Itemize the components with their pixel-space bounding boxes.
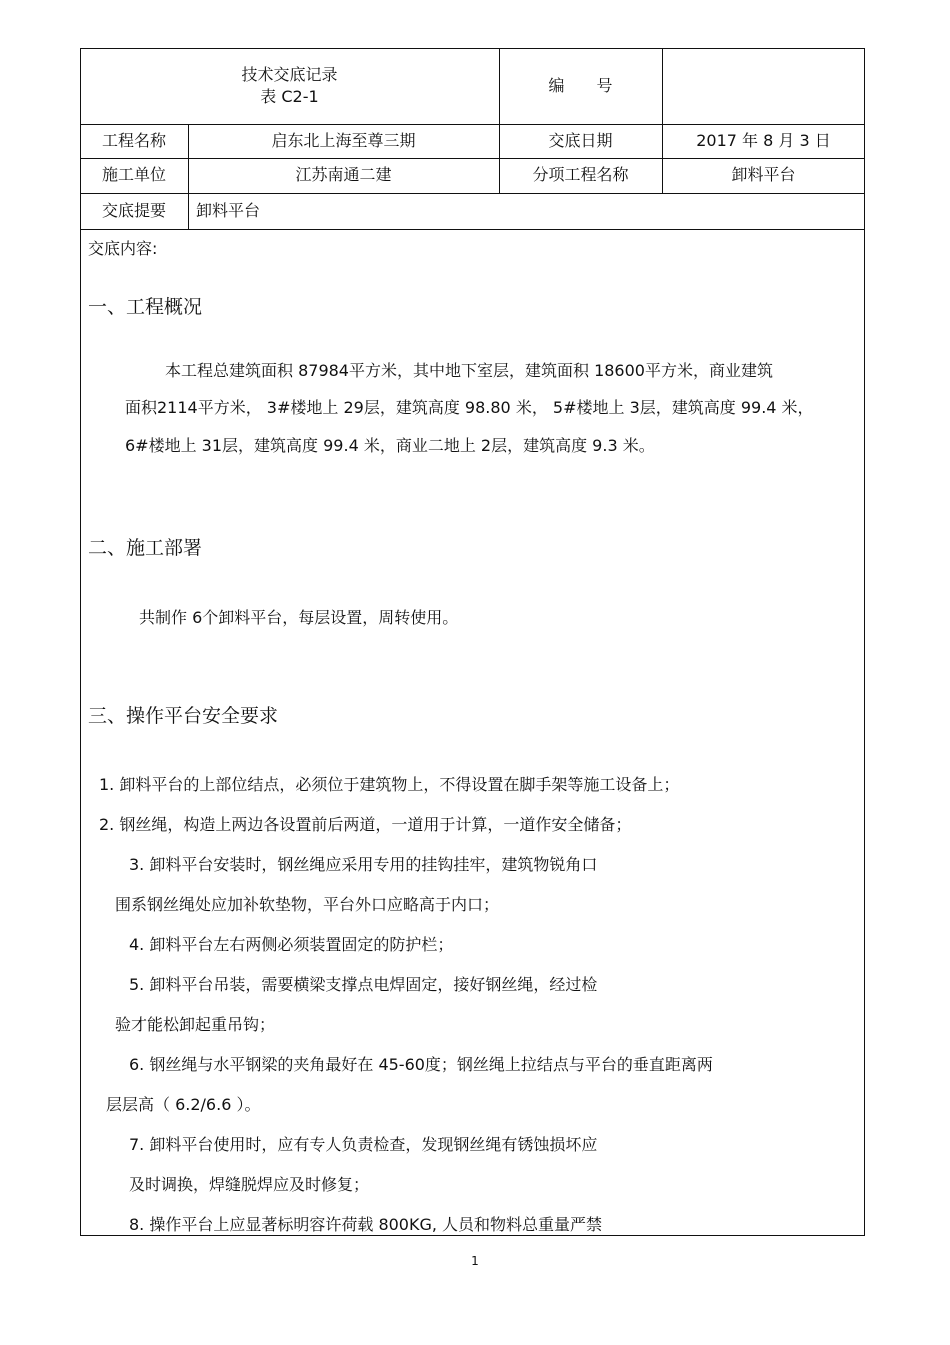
safety-item: 围系钢丝绳处应加补软垫物，平台外口应略高于内口； xyxy=(115,895,500,914)
safety-item: 3. 卸料平台安装时，钢丝绳应采用专用的挂钩挂牢，建筑物锐角口 xyxy=(129,855,598,874)
safety-item: 6. 钢丝绳与水平钢梁的夹角最好在 45-60度；钢丝绳上拉结点与平台的垂直距离两 xyxy=(129,1055,713,1074)
project-name-label: 工程名称 xyxy=(101,130,166,150)
safety-item: 7. 卸料平台使用时，应有专人负责检查，发现钢丝绳有锈蚀损坏应 xyxy=(129,1135,598,1154)
safety-item: 8. 操作平台上应显著标明容许荷载 800KG, 人员和物料总重量严禁 xyxy=(129,1215,603,1234)
record-title xyxy=(80,48,499,124)
summary-value: 卸料平台 xyxy=(196,200,261,220)
safety-item: 层层高（ 6.2/6.6 ）。 xyxy=(106,1095,261,1114)
safety-item: 验才能松卸起重吊钩； xyxy=(115,1015,276,1034)
form-number: 表 C2-1 xyxy=(260,87,319,106)
contractor-label: 施工单位 xyxy=(101,165,166,185)
contractor-value: 江苏南通二建 xyxy=(295,165,392,185)
content-label: 交底内容: xyxy=(88,239,158,258)
deployment-line: 共制作 6个卸料平台，每层设置，周转使用。 xyxy=(139,608,459,627)
section-heading-safety: 三、操作平台安全要求 xyxy=(88,705,279,727)
section-heading-deployment: 二、施工部署 xyxy=(88,537,203,559)
overview-line: 本工程总建筑面积 87984平方米，其中地下室层，建筑面积 18600平方米，商业建筑 xyxy=(165,361,773,380)
number-label: 编 号 xyxy=(548,75,613,95)
sub-project-label: 分项工程名称 xyxy=(532,165,629,185)
safety-item: 4. 卸料平台左右两侧必须装置固定的防护栏； xyxy=(129,935,454,954)
overview-line: 6#楼地上 31层，建筑高度 99.4 米，商业二地上 2层，建筑高度 9.3 米。 xyxy=(125,436,655,455)
date-value: 2017 年 8 月 3 日 xyxy=(696,130,831,150)
page-number: 1 xyxy=(471,1254,479,1268)
safety-item: 5. 卸料平台吊装，需要横梁支撑点电焊固定，接好钢丝绳，经过检 xyxy=(129,975,598,994)
sub-project-value: 卸料平台 xyxy=(731,165,796,185)
safety-item: 及时调换，焊缝脱焊应及时修复； xyxy=(129,1175,370,1194)
row-divider xyxy=(80,229,865,230)
safety-item: 1. 卸料平台的上部位结点，必须位于建筑物上，不得设置在脚手架等施工设备上； xyxy=(99,775,680,794)
summary-label: 交底提要 xyxy=(101,200,166,220)
document-title: 技术交底记录 xyxy=(241,64,338,84)
date-label: 交底日期 xyxy=(548,130,613,150)
number-value xyxy=(662,48,865,124)
project-name-value: 启东北上海至尊三期 xyxy=(271,130,416,150)
safety-item: 2. 钢丝绳，构造上两边各设置前后两道，一道用于计算，一道作安全储备； xyxy=(99,815,632,834)
overview-line: 面积2114平方米， 3#楼地上 29层，建筑高度 98.80 米， 5#楼地上 3层，建筑高度 99.4 米， xyxy=(125,398,814,417)
section-heading-overview: 一、工程概况 xyxy=(88,296,203,318)
